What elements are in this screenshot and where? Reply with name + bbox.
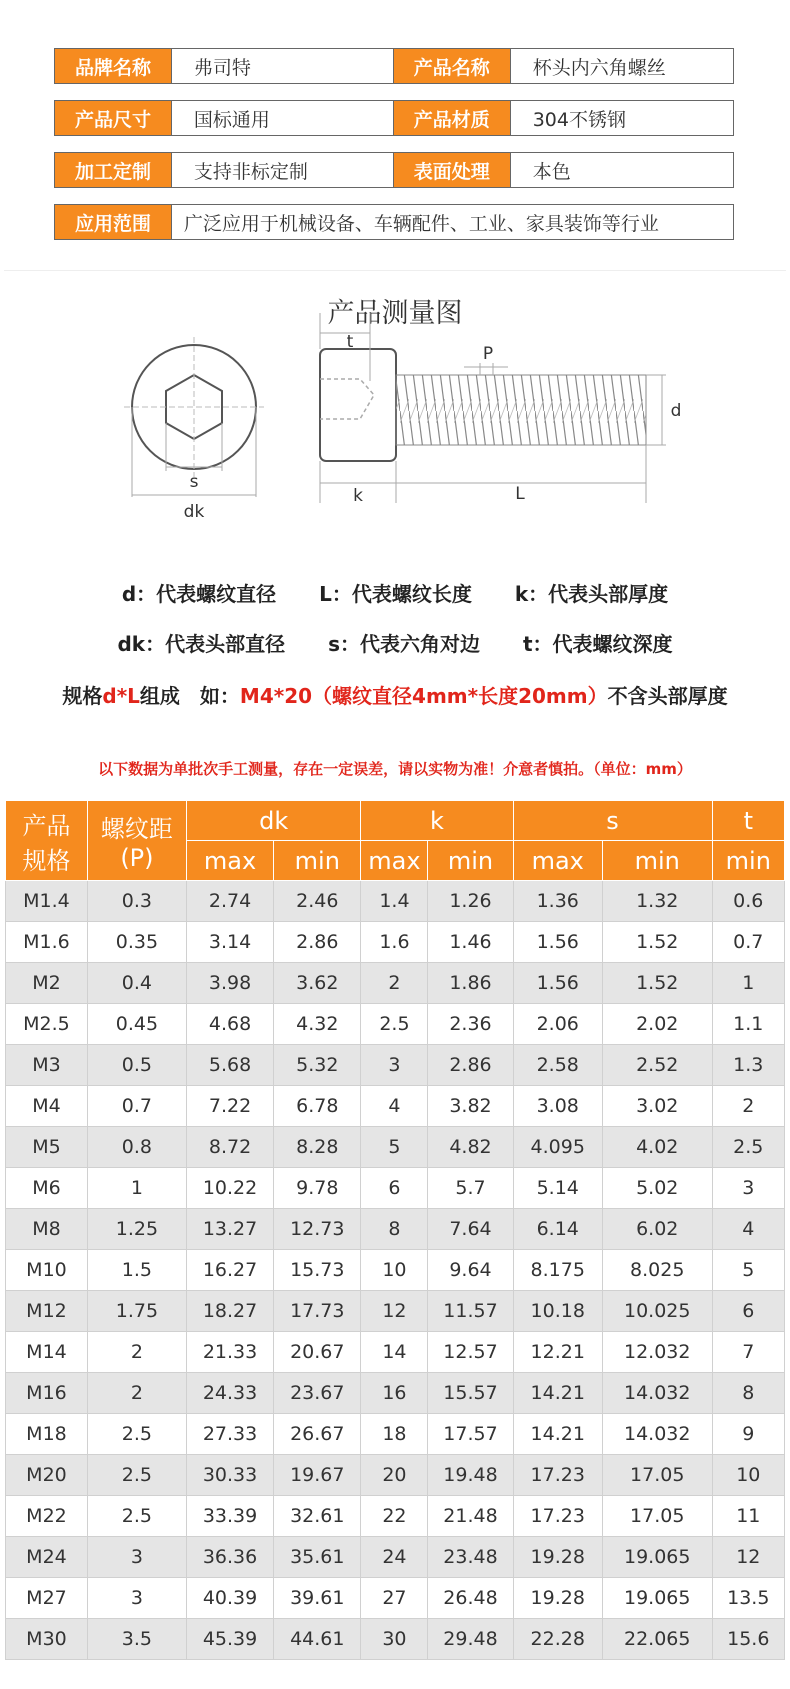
screw-drawing: [4, 271, 786, 589]
cell-dk-min: 3.62: [274, 963, 361, 1004]
legend-spec-a: 规格: [62, 684, 103, 708]
cell-spec: M5: [6, 1127, 88, 1168]
cell-k-max: 18: [361, 1414, 428, 1455]
cell-dk-min: 2.86: [274, 922, 361, 963]
legend-spec-c: 组成 如：: [139, 684, 240, 708]
legend-spec-e: 不含头部厚度: [607, 684, 728, 708]
cell-k-max: 16: [361, 1373, 428, 1414]
cell-dk-max: 36.36: [186, 1537, 273, 1578]
info-row: [55, 205, 734, 240]
size-value: 国标通用: [171, 101, 393, 136]
cell-s-min: 3.02: [602, 1086, 712, 1127]
finish-value: 本色: [510, 153, 733, 188]
cell-s-max: 4.095: [513, 1127, 602, 1168]
cell-s-min: 1.52: [602, 922, 712, 963]
cell-t-min: 12: [712, 1537, 784, 1578]
header-k-min: min: [428, 841, 513, 881]
cell-spec: M27: [6, 1578, 88, 1619]
cell-s-min: 17.05: [602, 1455, 712, 1496]
cell-t-min: 13.5: [712, 1578, 784, 1619]
legend-s: s：代表六角对边: [328, 632, 480, 656]
cell-t-min: 15.6: [712, 1619, 784, 1660]
legend-k: k：代表头部厚度: [514, 582, 669, 606]
scope-value: 广泛应用于机械设备、车辆配件、工业、家具装饰等行业: [171, 205, 733, 240]
cell-t-min: 3: [712, 1168, 784, 1209]
cell-pitch: 2.5: [87, 1414, 186, 1455]
cell-pitch: 0.7: [87, 1086, 186, 1127]
header-s-min: min: [602, 841, 712, 881]
cell-pitch: 0.4: [87, 963, 186, 1004]
table-row: [6, 1578, 785, 1619]
cell-pitch: 0.35: [87, 922, 186, 963]
cell-spec: M1.4: [6, 881, 88, 922]
cell-t-min: 6: [712, 1291, 784, 1332]
cell-t-min: 8: [712, 1373, 784, 1414]
cell-dk-max: 16.27: [186, 1250, 273, 1291]
cell-t-min: 7: [712, 1332, 784, 1373]
label-k: k: [353, 486, 363, 506]
product-info-table: [54, 48, 734, 240]
material-label: 产品材质: [393, 101, 510, 136]
cell-s-max: 19.28: [513, 1537, 602, 1578]
product-name-label: 产品名称: [393, 49, 510, 84]
cell-dk-max: 13.27: [186, 1209, 273, 1250]
table-row: [6, 922, 785, 963]
cell-k-min: 1.26: [428, 881, 513, 922]
cell-s-min: 17.05: [602, 1496, 712, 1537]
cell-k-max: 1.4: [361, 881, 428, 922]
label-s: s: [189, 472, 199, 492]
measurement-notice: 以下数据为单批次手工测量，存在一定误差，请以实物为准！介意者慎拍。（单位：mm）: [98, 760, 692, 778]
table-row: [6, 1496, 785, 1537]
cell-pitch: 0.5: [87, 1045, 186, 1086]
cell-k-max: 10: [361, 1250, 428, 1291]
cell-k-min: 17.57: [428, 1414, 513, 1455]
cell-dk-min: 8.28: [274, 1127, 361, 1168]
cell-dk-min: 44.61: [274, 1619, 361, 1660]
cell-s-max: 8.175: [513, 1250, 602, 1291]
cell-dk-min: 20.67: [274, 1332, 361, 1373]
side-view: [320, 313, 681, 506]
custom-label: 加工定制: [55, 153, 172, 188]
cell-pitch: 2.5: [87, 1496, 186, 1537]
brand-value: 弗司特: [171, 49, 393, 84]
table-row: [6, 1004, 785, 1045]
cell-k-max: 3: [361, 1045, 428, 1086]
cell-s-min: 10.025: [602, 1291, 712, 1332]
cell-t-min: 0.7: [712, 922, 784, 963]
cell-dk-min: 26.67: [274, 1414, 361, 1455]
info-row: [55, 49, 734, 84]
legend-line-3: [0, 680, 790, 709]
cell-s-max: 17.23: [513, 1496, 602, 1537]
cell-s-max: 19.28: [513, 1578, 602, 1619]
cell-dk-max: 27.33: [186, 1414, 273, 1455]
cell-dk-min: 32.61: [274, 1496, 361, 1537]
cell-k-max: 20: [361, 1455, 428, 1496]
cell-spec: M12: [6, 1291, 88, 1332]
cell-s-max: 2.06: [513, 1004, 602, 1045]
cell-t-min: 0.6: [712, 881, 784, 922]
cell-dk-max: 5.68: [186, 1045, 273, 1086]
diagram-title: 产品测量图: [327, 298, 463, 329]
cell-k-min: 5.7: [428, 1168, 513, 1209]
cell-s-min: 14.032: [602, 1414, 712, 1455]
table-row: [6, 963, 785, 1004]
cell-spec: M4: [6, 1086, 88, 1127]
cell-s-min: 8.025: [602, 1250, 712, 1291]
cell-pitch: 2.5: [87, 1455, 186, 1496]
cell-spec: M1.6: [6, 922, 88, 963]
header-s: s: [513, 801, 712, 841]
top-view: [124, 337, 264, 522]
cell-k-max: 5: [361, 1127, 428, 1168]
cell-pitch: 3: [87, 1578, 186, 1619]
cell-dk-max: 3.14: [186, 922, 273, 963]
cell-s-max: 10.18: [513, 1291, 602, 1332]
cell-dk-max: 7.22: [186, 1086, 273, 1127]
cell-t-min: 4: [712, 1209, 784, 1250]
cell-t-min: 11: [712, 1496, 784, 1537]
cell-spec: M30: [6, 1619, 88, 1660]
cell-s-min: 1.52: [602, 963, 712, 1004]
table-row: [6, 1045, 785, 1086]
cell-pitch: 1: [87, 1168, 186, 1209]
cell-dk-max: 8.72: [186, 1127, 273, 1168]
cell-s-min: 19.065: [602, 1578, 712, 1619]
cell-dk-min: 12.73: [274, 1209, 361, 1250]
cell-s-min: 19.065: [602, 1537, 712, 1578]
cell-pitch: 0.8: [87, 1127, 186, 1168]
legend-t: t：代表螺纹深度: [522, 632, 673, 656]
cell-spec: M3: [6, 1045, 88, 1086]
cell-s-max: 3.08: [513, 1086, 602, 1127]
header-t: t: [712, 801, 784, 841]
cell-k-max: 22: [361, 1496, 428, 1537]
cell-k-max: 27: [361, 1578, 428, 1619]
table-row: [6, 1332, 785, 1373]
cell-k-min: 15.57: [428, 1373, 513, 1414]
measurement-diagram: [4, 270, 786, 589]
legend-l: L：代表螺纹长度: [319, 582, 472, 606]
cell-k-max: 4: [361, 1086, 428, 1127]
table-row: [6, 1168, 785, 1209]
header-k-max: max: [361, 841, 428, 881]
cell-s-max: 1.36: [513, 881, 602, 922]
cell-t-min: 2: [712, 1086, 784, 1127]
cell-t-min: 2.5: [712, 1127, 784, 1168]
cell-dk-max: 33.39: [186, 1496, 273, 1537]
cell-pitch: 2: [87, 1373, 186, 1414]
size-label: 产品尺寸: [55, 101, 172, 136]
cell-k-min: 2.86: [428, 1045, 513, 1086]
cell-s-min: 2.52: [602, 1045, 712, 1086]
cell-dk-max: 3.98: [186, 963, 273, 1004]
cell-dk-min: 35.61: [274, 1537, 361, 1578]
cell-t-min: 1: [712, 963, 784, 1004]
cell-pitch: 0.45: [87, 1004, 186, 1045]
cell-spec: M24: [6, 1537, 88, 1578]
table-row: [6, 1414, 785, 1455]
cell-s-max: 2.58: [513, 1045, 602, 1086]
cell-dk-min: 23.67: [274, 1373, 361, 1414]
header-dk-max: max: [186, 841, 273, 881]
cell-k-max: 2: [361, 963, 428, 1004]
cell-k-min: 19.48: [428, 1455, 513, 1496]
table-row: [6, 1086, 785, 1127]
cell-s-max: 1.56: [513, 963, 602, 1004]
cell-dk-min: 6.78: [274, 1086, 361, 1127]
cell-k-max: 30: [361, 1619, 428, 1660]
cell-k-min: 23.48: [428, 1537, 513, 1578]
cell-k-min: 12.57: [428, 1332, 513, 1373]
legend-line-1: [0, 578, 790, 607]
cell-dk-max: 45.39: [186, 1619, 273, 1660]
cell-t-min: 5: [712, 1250, 784, 1291]
cell-k-min: 21.48: [428, 1496, 513, 1537]
table-row: [6, 1619, 785, 1660]
cell-dk-max: 4.68: [186, 1004, 273, 1045]
table-row: [6, 881, 785, 922]
cell-pitch: 0.3: [87, 881, 186, 922]
cell-k-max: 12: [361, 1291, 428, 1332]
info-row: [55, 153, 734, 188]
cell-k-min: 29.48: [428, 1619, 513, 1660]
cell-spec: M22: [6, 1496, 88, 1537]
header-dk-min: min: [274, 841, 361, 881]
spec-table: [5, 800, 785, 1660]
cell-k-min: 2.36: [428, 1004, 513, 1045]
legend-spec-b: d*L: [102, 684, 140, 708]
table-row: [6, 1127, 785, 1168]
cell-t-min: 10: [712, 1455, 784, 1496]
cell-s-max: 12.21: [513, 1332, 602, 1373]
header-t-min: min: [712, 841, 784, 881]
product-name-value: 杯头内六角螺丝: [510, 49, 733, 84]
cell-dk-max: 2.74: [186, 881, 273, 922]
cell-k-min: 7.64: [428, 1209, 513, 1250]
label-t: t: [346, 332, 354, 352]
cell-dk-min: 2.46: [274, 881, 361, 922]
cell-k-max: 24: [361, 1537, 428, 1578]
table-row: [6, 1373, 785, 1414]
cell-dk-min: 9.78: [274, 1168, 361, 1209]
finish-label: 表面处理: [393, 153, 510, 188]
cell-t-min: 9: [712, 1414, 784, 1455]
cell-dk-min: 4.32: [274, 1004, 361, 1045]
cell-spec: M18: [6, 1414, 88, 1455]
cell-pitch: 1.25: [87, 1209, 186, 1250]
table-row: [6, 1537, 785, 1578]
cell-s-max: 14.21: [513, 1414, 602, 1455]
cell-s-min: 2.02: [602, 1004, 712, 1045]
cell-k-min: 3.82: [428, 1086, 513, 1127]
custom-value: 支持非标定制: [171, 153, 393, 188]
cell-s-max: 6.14: [513, 1209, 602, 1250]
cell-s-min: 1.32: [602, 881, 712, 922]
cell-t-min: 1.3: [712, 1045, 784, 1086]
cell-k-min: 9.64: [428, 1250, 513, 1291]
cell-s-min: 5.02: [602, 1168, 712, 1209]
cell-pitch: 3: [87, 1537, 186, 1578]
cell-dk-min: 19.67: [274, 1455, 361, 1496]
cell-s-min: 22.065: [602, 1619, 712, 1660]
cell-s-min: 14.032: [602, 1373, 712, 1414]
cell-spec: M8: [6, 1209, 88, 1250]
cell-spec: M2: [6, 963, 88, 1004]
spec-table-body: [6, 881, 785, 1660]
cell-pitch: 1.75: [87, 1291, 186, 1332]
table-row: [6, 1291, 785, 1332]
cell-dk-max: 10.22: [186, 1168, 273, 1209]
cell-k-min: 1.46: [428, 922, 513, 963]
table-row: [6, 1209, 785, 1250]
cell-k-min: 1.86: [428, 963, 513, 1004]
cell-dk-max: 24.33: [186, 1373, 273, 1414]
header-s-max: max: [513, 841, 602, 881]
label-l: L: [515, 484, 525, 504]
cell-k-min: 11.57: [428, 1291, 513, 1332]
label-p: P: [482, 344, 494, 364]
cell-s-max: 14.21: [513, 1373, 602, 1414]
cell-dk-max: 21.33: [186, 1332, 273, 1373]
material-value: 304不锈钢: [510, 101, 733, 136]
cell-k-max: 14: [361, 1332, 428, 1373]
cell-spec: M20: [6, 1455, 88, 1496]
scope-label: 应用范围: [55, 205, 172, 240]
header-k: k: [361, 801, 513, 841]
cell-k-min: 26.48: [428, 1578, 513, 1619]
cell-k-max: 2.5: [361, 1004, 428, 1045]
cell-dk-min: 39.61: [274, 1578, 361, 1619]
cell-spec: M16: [6, 1373, 88, 1414]
cell-t-min: 1.1: [712, 1004, 784, 1045]
cell-s-min: 4.02: [602, 1127, 712, 1168]
cell-dk-min: 17.73: [274, 1291, 361, 1332]
cell-pitch: 1.5: [87, 1250, 186, 1291]
cell-k-max: 6: [361, 1168, 428, 1209]
header-pitch: 螺纹距 (P): [87, 801, 186, 881]
cell-dk-max: 40.39: [186, 1578, 273, 1619]
label-d: d: [670, 401, 682, 421]
cell-k-max: 8: [361, 1209, 428, 1250]
header-spec: 产品 规格: [6, 801, 88, 881]
cell-s-max: 5.14: [513, 1168, 602, 1209]
cell-pitch: 3.5: [87, 1619, 186, 1660]
table-row: [6, 1250, 785, 1291]
cell-k-max: 1.6: [361, 922, 428, 963]
cell-spec: M6: [6, 1168, 88, 1209]
legend-spec-example: M4*20（螺纹直径4mm*长度20mm）: [239, 684, 608, 708]
cell-spec: M14: [6, 1332, 88, 1373]
cell-pitch: 2: [87, 1332, 186, 1373]
cell-s-min: 6.02: [602, 1209, 712, 1250]
cell-dk-max: 30.33: [186, 1455, 273, 1496]
brand-label: 品牌名称: [55, 49, 172, 84]
legend-dk: dk：代表头部直径: [117, 632, 286, 656]
cell-spec: M2.5: [6, 1004, 88, 1045]
cell-s-max: 17.23: [513, 1455, 602, 1496]
cell-s-max: 1.56: [513, 922, 602, 963]
info-row: [55, 101, 734, 136]
cell-k-min: 4.82: [428, 1127, 513, 1168]
label-dk: dk: [183, 502, 205, 522]
cell-dk-min: 15.73: [274, 1250, 361, 1291]
legend-line-2: [0, 628, 790, 657]
table-row: [6, 1455, 785, 1496]
cell-dk-min: 5.32: [274, 1045, 361, 1086]
header-dk: dk: [186, 801, 361, 841]
cell-dk-max: 18.27: [186, 1291, 273, 1332]
cell-s-min: 12.032: [602, 1332, 712, 1373]
cell-spec: M10: [6, 1250, 88, 1291]
cell-s-max: 22.28: [513, 1619, 602, 1660]
legend-d: d：代表螺纹直径: [121, 582, 277, 606]
